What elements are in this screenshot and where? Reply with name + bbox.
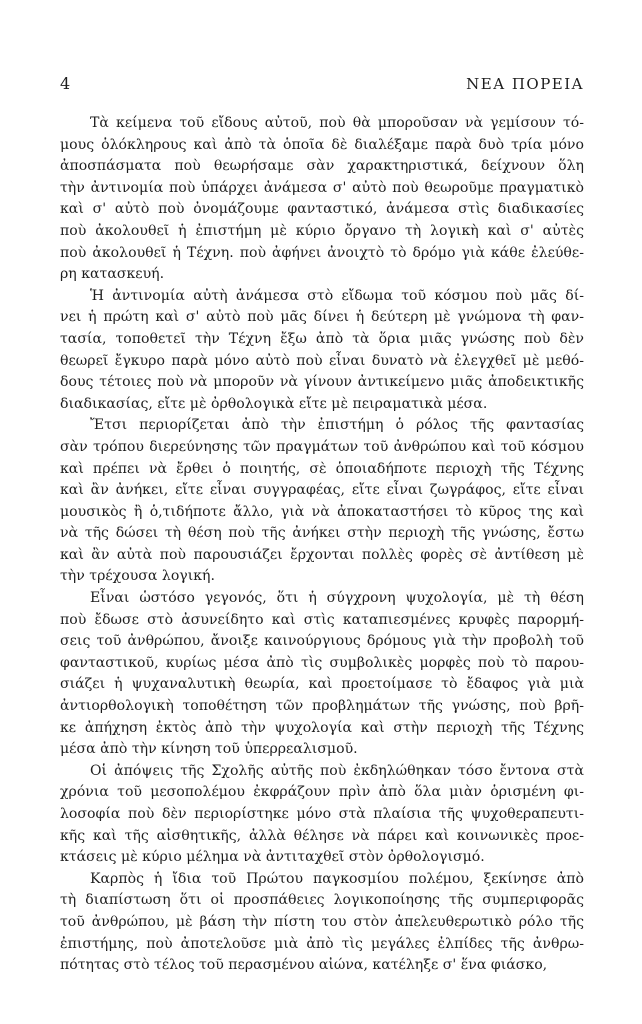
text-line: καὶ σ' αὐτὸ ποὺ ὀνομάζουμε φανταστικό, ἀνάμεσα στὶς διαδικασίες <box>60 201 584 218</box>
text-line: Ἔτσι περιορίζεται ἀπὸ τὴν ἐπιστήμη ὁ ρόλος τῆς φαντασίας <box>90 417 584 434</box>
text-line: Καρπὸς ἡ ἴδια τοῦ Πρώτου παγκοσμίου πολέμου, ξεκίνησε ἀπὸ <box>90 870 584 887</box>
text-line: χρόνια τοῦ μεσοπολέμου ἐκφράζουν πρὶν ἀπὸ ὅλα μιὰν ὁρισμένη φι- <box>60 784 584 801</box>
text-line: τὴν ἀντινομία ποὺ ὑπάρχει ἀνάμεσα σ' αὐτὸ ποὺ θεωροῦμε πραγματικὸ <box>60 179 584 196</box>
text-line: σεις τοῦ ἀνθρώπου, ἄνοιξε καινούργιους δρόμους γιὰ τὴν προβολὴ τοῦ <box>60 633 584 650</box>
text-line: σὰν τρόπου διερεύνησης τῶν πραγμάτων τοῦ ἀνθρώπου καὶ τοῦ κόσμου <box>60 438 584 455</box>
text-line: κτάσεις μὲ κύριο μέλημα νὰ ἀντιταχθεῖ στὸν ὀρθολογισμό. <box>60 849 485 866</box>
text-line: κῆς καὶ τῆς αἰσθητικῆς, ἀλλὰ θέλησε νὰ πάρει καὶ κοινωνικὲς προε- <box>60 827 584 844</box>
text-line: διαδικασίας, εἴτε μὲ ὀρθολογικὰ εἴτε μὲ πειραματικὰ μέσα. <box>60 395 488 412</box>
paragraph <box>60 286 584 416</box>
body-text <box>60 113 584 977</box>
text-line: πότητας στὸ τέλος τοῦ περασμένου αἰώνα, κατέληξε σ' ἕνα φιάσκο, <box>60 957 548 974</box>
text-line: Ἡ ἀντινομία αὐτὴ ἀνάμεσα στὸ εἴδωμα τοῦ κόσμου ποὺ μᾶς δί- <box>90 287 584 304</box>
text-line: φανταστικοῦ, κυρίως μέσα ἀπὸ τὶς συμβολικὲς μορφὲς ποὺ τὸ παρου- <box>60 654 584 671</box>
text-line: θεωρεῖ ἔγκυρο παρὰ μόνο αὐτὸ ποὺ εἶναι δυνατὸ νὰ ἐλεγχθεῖ μὲ μεθό- <box>60 352 584 369</box>
paragraph <box>60 415 584 588</box>
text-line: καὶ ἂν αὐτὰ ποὺ παρουσιάζει ἔρχονται πολλὲς φορὲς σὲ ἀντίθεση μὲ <box>60 546 584 563</box>
text-line: τασία, τοποθετεῖ τὴν Τέχνη ἔξω ἀπὸ τὰ ὅρια μιᾶς γνώσης ποὺ δὲν <box>60 330 584 347</box>
text-line: ἀντιορθολογικὴ τοποθέτηση τῶν προβλημάτων τῆς γνώσης, ποὺ βρῆ- <box>60 698 584 715</box>
text-line: τὴν τρέχουσα λογική. <box>60 568 215 585</box>
text-line: Οἱ ἀπόψεις τῆς Σχολῆς αὐτῆς ποὺ ἐκδηλώθηκαν τόσο ἔντονα στὰ <box>90 762 584 779</box>
page-number: 4 <box>60 74 71 93</box>
text-line: μουσικὸς ἢ ὁ,τιδήποτε ἄλλο, γιὰ νὰ ἀποκαταστήσει τὸ κῦρος της καὶ <box>60 503 584 520</box>
text-line: τοῦ ἀνθρώπου, μὲ βάση τὴν πίστη του στὸν ἀπελευθερωτικὸ ρόλο τῆς <box>60 913 584 930</box>
text-line: ρη κατασκευή. <box>60 266 165 283</box>
paragraph <box>60 869 584 977</box>
text-line: μέσα ἀπὸ τὴν κίνηση τοῦ ὑπερρεαλισμοῦ. <box>60 741 358 758</box>
text-line: ποὺ ἀκολουθεῖ ἡ Τέχνη. ποὺ ἀφήνει ἀνοιχτὸ τὸ δρόμο γιὰ κάθε ἐλεύθε- <box>60 244 584 261</box>
text-line: καὶ ἂν ἀνήκει, εἴτε εἶναι συγγραφέας, εἴτε εἶναι ζωγράφος, εἴτε εἶναι <box>60 482 584 499</box>
paragraph <box>60 113 584 286</box>
text-line: δους τέτοιες ποὺ νὰ μποροῦν νὰ γίνουν ἀντικείμενο μιᾶς ἀποδεικτικῆς <box>60 374 584 391</box>
text-line: Τὰ κείμενα τοῦ εἴδους αὐτοῦ, ποὺ θὰ μποροῦσαν νὰ γεμίσουν τό- <box>90 115 584 131</box>
text-line: μους ὁλόκληρους καὶ ἀπὸ τὰ ὁποῖα δὲ διαλέξαμε παρὰ δυὸ τρία μόνο <box>60 136 584 153</box>
text-line: λοσοφία ποὺ δὲν περιορίστηκε μόνο στὰ πλαίσια τῆς ψυχοθεραπευτι- <box>60 806 584 822</box>
page-header <box>60 72 584 96</box>
text-line: ποὺ ἀκολουθεῖ ἡ ἐπιστήμη μὲ κύριο ὄργανο τὴ λογικὴ καὶ σ' αὐτὲς <box>60 222 584 239</box>
text-line: τὴ διαπίστωση ὅτι οἱ προσπάθειες λογικοποίησης τῆς συμπεριφορᾶς <box>60 892 584 909</box>
text-line: νει ἡ πρώτη καὶ σ' αὐτὸ ποὺ μᾶς δίνει ἡ δεύτερη μὲ γνώμονα τὴ φαν- <box>60 309 584 326</box>
text-line: κε ἀπήχηση ἐκτὸς ἀπὸ τὴν ψυχολογία καὶ στὴν περιοχὴ τῆς Τέχνης <box>60 719 584 736</box>
paragraph <box>60 588 584 761</box>
text-line: νὰ τῆς δώσει τὴ θέση ποὺ τῆς ἀνήκει στὴν περιοχὴ τῆς γνώσης, ἔστω <box>60 525 584 542</box>
text-line: καὶ πρέπει νὰ ἔρθει ὁ ποιητής, σὲ ὁποιαδήποτε περιοχὴ τῆς Τέχνης <box>60 460 584 477</box>
text-line: ἀποσπάσματα ποὺ θεωρήσαμε σὰν χαρακτηριστικά, δείχνουν ὅλη <box>60 158 584 175</box>
running-head: ΝΕΑ ΠΟΡΕΙΑ <box>466 75 584 93</box>
text-line: ποὺ ἔδωσε στὸ ἀσυνείδητο καὶ στὶς καταπιεσμένες κρυφὲς παρορμή- <box>60 611 584 628</box>
text-line: ἐπιστήμης, ποὺ ἀποτελοῦσε μιὰ ἀπὸ τὶς μεγάλες ἐλπίδες τῆς ἀνθρω- <box>60 935 584 952</box>
paragraph <box>60 761 584 869</box>
text-line: Εἶναι ὡστόσο γεγονός, ὅτι ἡ σύγχρονη ψυχολογία, μὲ τὴ θέση <box>90 590 584 607</box>
text-line: σιάζει ἡ ψυχαναλυτικὴ θεωρία, καὶ προετοίμασε τὸ ἔδαφος γιὰ μιὰ <box>60 676 584 693</box>
